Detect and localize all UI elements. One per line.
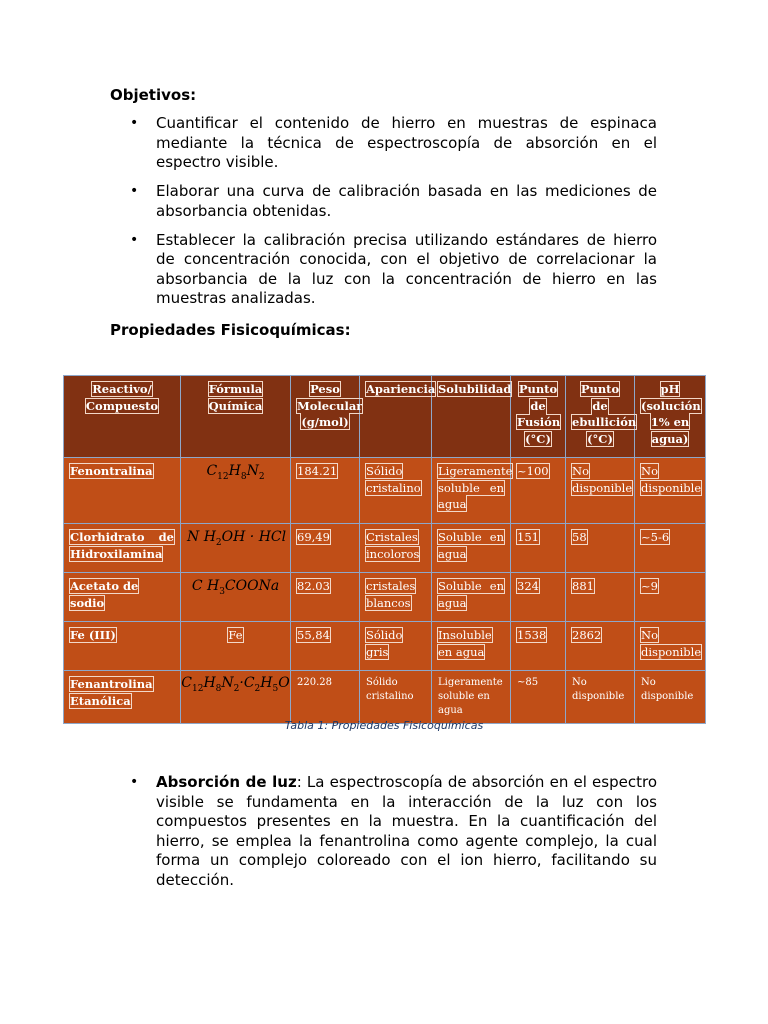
bullet-icon: • bbox=[130, 115, 139, 131]
objetivos-heading: Objetivos: bbox=[110, 86, 197, 104]
cell-ph: No disponible bbox=[635, 671, 706, 724]
table-row bbox=[64, 573, 706, 622]
cell-melting: 151 bbox=[511, 524, 566, 573]
cell-compound: Clorhidrato de Hidroxilamina bbox=[64, 524, 181, 573]
table-row bbox=[64, 671, 706, 724]
absorcion-list bbox=[130, 773, 657, 900]
list-item bbox=[130, 182, 657, 221]
header-ebullicion: Punto de ebullición (°C) bbox=[566, 376, 635, 458]
cell-appearance: Cristales incoloros bbox=[360, 524, 432, 573]
list-item-text: Establecer la calibración precisa utilizando estándares de hierro de concentración conocida, con el objetivo de correlacionar la absorbancia de la luz con la concentración de hierro en las muestras analizadas. bbox=[156, 230, 657, 307]
header-apariencia: Apariencia bbox=[360, 376, 432, 458]
header-formula: Fórmula Química bbox=[181, 376, 291, 458]
cell-boiling: 58 bbox=[566, 524, 635, 573]
properties-table bbox=[63, 375, 706, 724]
cell-formula: Fe bbox=[181, 622, 291, 671]
cell-melting: ~85 bbox=[511, 671, 566, 724]
table-row bbox=[64, 458, 706, 524]
cell-ph: No disponible bbox=[635, 622, 706, 671]
list-item bbox=[130, 114, 657, 173]
cell-melting: 1538 bbox=[511, 622, 566, 671]
cell-weight: 69,49 bbox=[291, 524, 360, 573]
cell-appearance: Sólido cristalino bbox=[360, 458, 432, 524]
cell-ph: No disponible bbox=[635, 458, 706, 524]
list-item bbox=[130, 773, 657, 890]
cell-compound: Fe (III) bbox=[64, 622, 181, 671]
cell-solubility: Insoluble en agua bbox=[432, 622, 511, 671]
cell-appearance: Sólido cristalino bbox=[360, 671, 432, 724]
header-ph: pH (solución 1% en agua) bbox=[635, 376, 706, 458]
cell-boiling: No disponible bbox=[566, 671, 635, 724]
bullet-icon: • bbox=[130, 231, 139, 248]
cell-compound: Acetato de sodio bbox=[64, 573, 181, 622]
cell-ph: ~9 bbox=[635, 573, 706, 622]
cell-melting: ~100 bbox=[511, 458, 566, 524]
bullet-icon: • bbox=[130, 774, 139, 790]
table-row bbox=[64, 524, 706, 573]
cell-boiling: 881 bbox=[566, 573, 635, 622]
cell-melting: 324 bbox=[511, 573, 566, 622]
list-item-text: Cuantificar el contenido de hierro en muestras de espinaca mediante la técnica de espectroscopía de absorción en el espectro visible. bbox=[156, 114, 657, 171]
cell-appearance: Sólido gris bbox=[360, 622, 432, 671]
header-fusion: Punto de Fusión (°C) bbox=[511, 376, 566, 458]
header-peso: Peso Molecular (g/mol) bbox=[291, 376, 360, 458]
header-reactivo: Reactivo/ Compuesto bbox=[64, 376, 181, 458]
cell-formula: C $H_3COONa$ bbox=[181, 573, 291, 622]
cell-formula: $C_{12}H_8N_2$ bbox=[181, 458, 291, 524]
cell-solubility: Soluble en agua bbox=[432, 524, 511, 573]
cell-ph: ~5-6 bbox=[635, 524, 706, 573]
cell-solubility: Ligeramente soluble en agua bbox=[432, 458, 511, 524]
cell-weight: 55,84 bbox=[291, 622, 360, 671]
cell-weight: 82.03 bbox=[291, 573, 360, 622]
table-caption: Tabla 1: Propiedades Fisicoquímicas bbox=[284, 719, 484, 732]
cell-weight: 184.21 bbox=[291, 458, 360, 524]
list-item-text: Elaborar una curva de calibración basada en las mediciones de absorbancia obtenidas. bbox=[156, 182, 657, 220]
bullet-icon: • bbox=[130, 183, 139, 199]
header-solubilidad: Solubilidad bbox=[432, 376, 511, 458]
propiedades-heading: Propiedades Fisicoquímicas: bbox=[110, 321, 351, 339]
list-item bbox=[130, 231, 657, 309]
objetivos-list bbox=[130, 114, 657, 318]
table-row bbox=[64, 622, 706, 671]
absorcion-term: Absorción de luz bbox=[156, 773, 297, 791]
cell-formula: $C_{12}H_8N_2\cdot C_2H_5O$ bbox=[181, 671, 291, 724]
cell-boiling: 2862 bbox=[566, 622, 635, 671]
cell-appearance: cristales blancos bbox=[360, 573, 432, 622]
cell-boiling: No disponible bbox=[566, 458, 635, 524]
table-header-row bbox=[64, 376, 706, 458]
cell-compound: Fenantrolina Etanólica bbox=[64, 671, 181, 724]
absorcion-text: : La espectroscopía de absorción en el espectro visible se fundamenta en la interacción de la luz con los compuestos presentes en la muestra. En la cuantificación del hierro, se emplea la fenantrolina como agente complejo, la cual forma un complejo coloreado con el ion hierro, facilitando su detección. bbox=[156, 773, 657, 889]
cell-solubility: Ligeramente soluble en agua bbox=[432, 671, 511, 724]
cell-solubility: Soluble en agua bbox=[432, 573, 511, 622]
cell-compound: Fenontralina bbox=[64, 458, 181, 524]
cell-weight: 220.28 bbox=[291, 671, 360, 724]
cell-formula: N $H_2OH$ · HCl bbox=[181, 524, 291, 573]
